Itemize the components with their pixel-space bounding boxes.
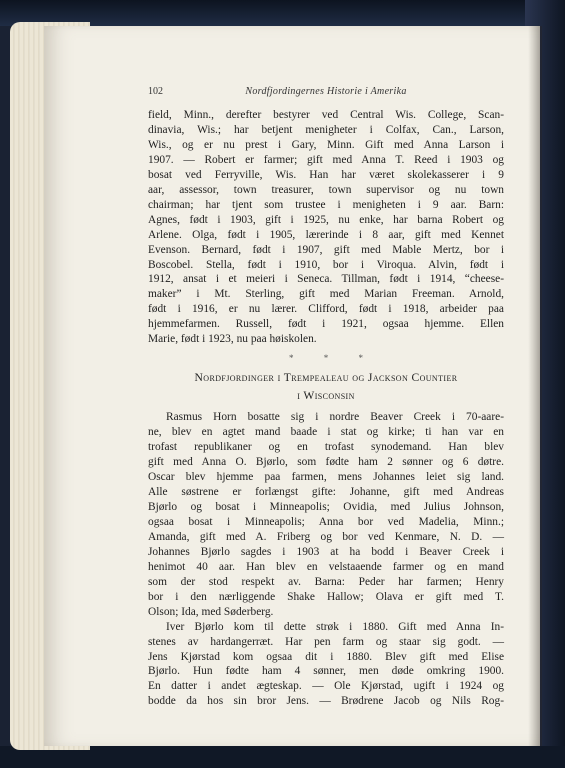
paragraph-iver-bjorlo <box>148 620 504 710</box>
text-line: bodde da hos sin bror Jens. — Brødrene Jacob og Nils Rog- <box>148 695 504 708</box>
text-line: trofast republikaner og en trofast synodemand. Han blev <box>148 441 504 454</box>
paragraph-rasmus-horn <box>148 410 504 619</box>
text-line: Arlene. Olga, født i 1905, lærerinde i 8 aar, gift med Kennet <box>148 228 504 241</box>
text-line: ne, blev en agtet mand baade i stat og kirke; ti han var en <box>148 426 504 439</box>
text-line: dinavia, Wis.; har betjent menigheter i Colfax, Can., Larson, <box>148 123 504 136</box>
text-line: field, Minn., derefter bestyrer ved Central Wis. College, Scan- <box>148 109 504 121</box>
page-header <box>148 86 504 100</box>
text-line: 1912, ansat i et meieri i Seneca. Tillman, født i 1914, “cheese- <box>148 273 504 286</box>
text-line: Bjørlo. Hun fødte ham 4 sønner, men døde omkring 1900. <box>148 665 504 678</box>
text-line: henimot 40 aar. Han blev en velstaaende farmer og en mand <box>148 560 504 573</box>
text-line: Oscar blev hjemme paa farmen, mens Johannes leiet sig land. <box>148 471 504 484</box>
running-title: Nordfjordingernes Historie i Amerika <box>245 86 407 97</box>
text-line: Jens Kjørstad kom ogsaa dit i 1880. Blev gift med Elise <box>148 650 504 663</box>
text-line: Boscobel. Stella, født i 1910, bor i Viroqua. Alvin, født i <box>148 258 504 271</box>
text-line: chairman; har tjent som trustee i menigheten i 9 aar. Barn: <box>148 198 504 211</box>
text-line: Wis., og er nu prest i Gary, Minn. Gift med Anna Larson i <box>148 138 504 151</box>
text-line: Marie, født i 1923, nu paa høiskolen. <box>148 333 317 346</box>
text-line: bosat ved Ferryville, Wis. Han har været skolekasserer i 9 <box>148 168 504 181</box>
text-line: Alle søstrene er forlængst gifte: Johanne, gift med Andreas <box>148 486 504 499</box>
text-line: En datter i andet ægteskap. — Ole Kjørstad, ugift i 1924 og <box>148 680 504 693</box>
section-separator: * * * <box>289 353 377 364</box>
text-line: ogsaa bosat i Minneapolis; Anna bor ved Madelia, Minn.; <box>148 515 504 528</box>
text-line: Bjørlo og bosat i Minneapolis; Ovidia, med Julius Johnson, <box>148 500 504 513</box>
text-line: aar, assessor, town treasurer, town supervisor og nu town <box>148 183 504 196</box>
text-line: Amanda, gift med A. Friberg og bor ved Kenmare, N. D. — <box>148 530 504 543</box>
section-heading: Nordfjordinger i Trempealeau og Jackson Countier <box>194 371 458 385</box>
page-number: 102 <box>148 86 163 97</box>
text-line: Iver Bjørlo kom til dette strøk i 1880. Gift med Anna In- <box>166 620 504 633</box>
page-body <box>148 108 504 709</box>
paragraph-family-record <box>148 108 504 347</box>
text-line: gift med Anna O. Bjørlo, som fødte ham 2 sønner og 6 døtre. <box>148 456 504 469</box>
spine-shadow <box>528 26 542 746</box>
section-subheading: i Wisconsin <box>297 389 355 403</box>
text-line: hjemmefarmen. Russell, født i 1921, ogsaa hjemme. Ellen <box>148 318 504 331</box>
text-line: Rasmus Horn bosatte sig i nordre Beaver Creek i 70-aare- <box>166 411 504 424</box>
text-line: Johannes Bjørlo sagdes i 1903 at ha bodd i Beaver Creek i <box>148 545 504 558</box>
text-line: 1907. — Robert er farmer; gift med Anna T. Reed i 1903 og <box>148 153 504 166</box>
text-line: stenes av hardangerræt. Har pen farm og staar sig godt. — <box>148 635 504 648</box>
text-line: bor i den nærliggende Shake Hallow; Olava er gift med T. <box>148 590 504 603</box>
text-line: Evenson. Bernard, født i 1907, gift med Mable Mertz, bor i <box>148 243 504 256</box>
text-line: født i 1916, er nu lærer. Clifford, født i 1918, arbeider paa <box>148 303 504 316</box>
text-line: som der stod respekt av. Barna: Peder har farmen; Henry <box>148 575 504 588</box>
text-line: maker” i Mt. Sterling, gift med Marian Freeman. Arnold, <box>148 288 504 301</box>
text-line: Olson; Ida, med Søderberg. <box>148 605 274 618</box>
text-line: Agnes, født i 1903, gift i 1925, nu enke, har barna Robert og <box>148 213 504 226</box>
